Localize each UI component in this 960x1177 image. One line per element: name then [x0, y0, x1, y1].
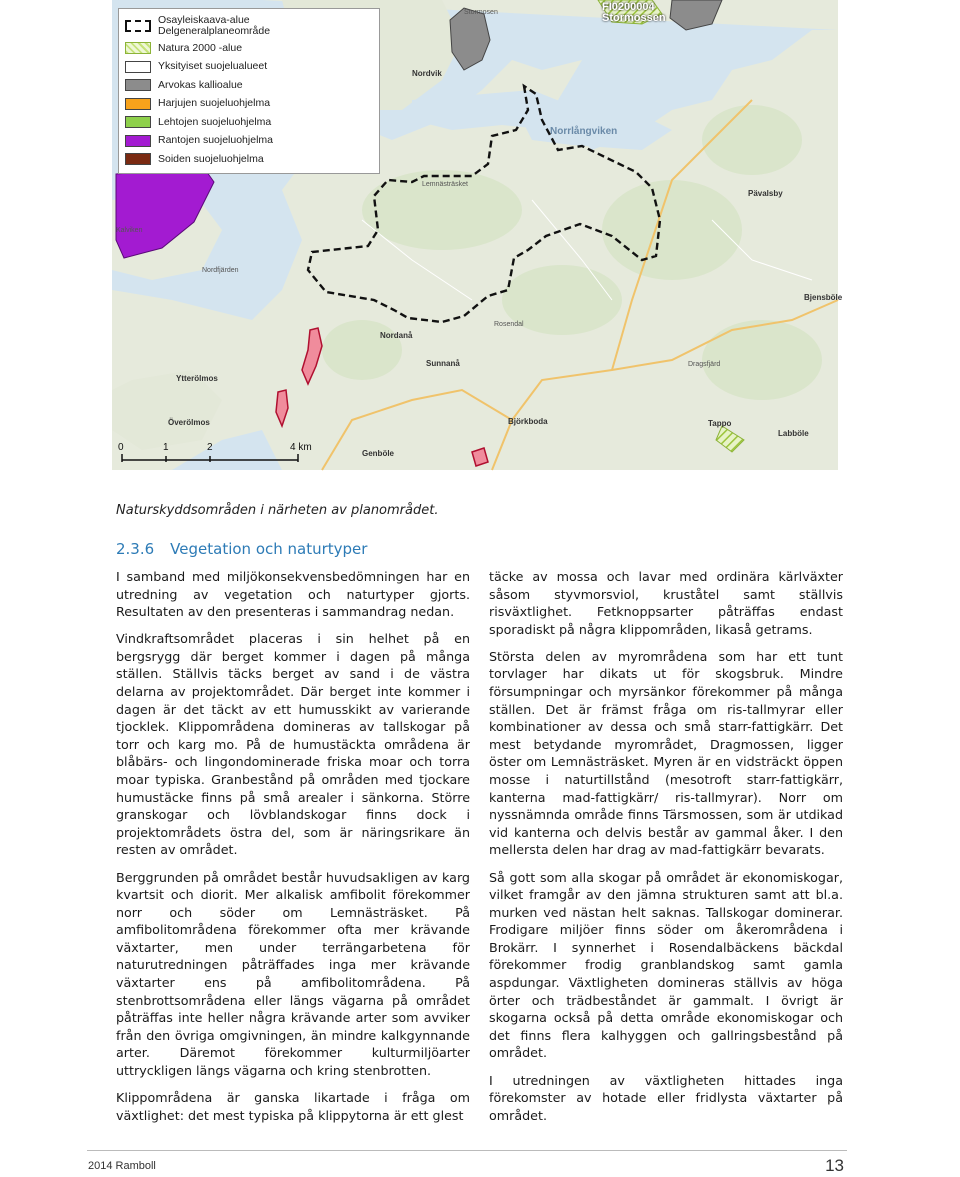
- private-swatch: [125, 61, 151, 73]
- scale-tick-label: 2: [207, 442, 213, 453]
- place-label: Överölmos: [168, 418, 210, 427]
- dashed-boundary-swatch: [125, 20, 151, 32]
- map-legend: [118, 8, 380, 174]
- legend-item-private: [125, 58, 373, 77]
- right-column: [489, 568, 843, 1134]
- place-label: Stormosen: [464, 9, 498, 16]
- map-caption: Naturskyddsområden i närheten av planområdet.: [116, 503, 439, 518]
- legend-label: Soiden suojeluohjelma: [158, 152, 264, 165]
- scale-bar: [118, 442, 314, 462]
- place-label: Bjensböle: [804, 293, 843, 302]
- legend-label: Natura 2000 -alue: [158, 41, 243, 54]
- legend-label: Rantojen suojeluohjelma: [158, 134, 273, 147]
- protected-areas-map: [112, 0, 843, 470]
- place-label: Labböle: [778, 429, 809, 438]
- scale-tick-label: 4 km: [290, 442, 312, 453]
- place-label: Tappo: [708, 419, 732, 428]
- natura-site-label: [602, 2, 666, 24]
- natura-swatch: [125, 42, 151, 54]
- paragraph: Största delen av myrområdena som har ett tunt torvlager har dikats ut för skogsbruk. Mindre försumpningar och myrsänkor förekommer på många ställen. Det är främst fråga om ris-tallmyrar eller kombinationer av dessa och små starr-fattigkärr. Det mest betydande myrområdet, Dragmossen, ligger öster om Lemnästräsket. Myren är en vidsträckt öppen mosse i naturtillstånd (mesotroft starr-fattigkärr, kanterna mad-fattigkärr/ ris-tallmyrar). Norr om nyssnämnda område finns Tärsmossen, som är utdikad vid kanterna och delvis består av gammal åker. I den mellersta delen har drag av mad-fattigkärr bevarats.: [489, 648, 843, 858]
- paragraph: I samband med miljökonsekvensbedömningen har en utredning av vegetation och naturtyper gjorts. Resultaten av den presenteras i sammandrag nedan.: [116, 569, 470, 620]
- place-label: Nordanå: [380, 331, 413, 340]
- place-label: Ytterölmos: [176, 374, 218, 383]
- natura-site-code: FI0200004: [602, 1, 655, 13]
- place-label: Genböle: [362, 449, 395, 458]
- footer-copyright: 2014 Ramboll: [88, 1160, 156, 1172]
- natura-site-name: Stormossen: [602, 12, 666, 24]
- legend-item-mire: [125, 150, 373, 169]
- place-label: Nordvik: [412, 69, 442, 78]
- place-label: Sunnanå: [426, 359, 460, 368]
- paragraph: I utredningen av växtligheten hittades inga förekomster av hotade eller fridlysta växtarter på området.: [489, 1072, 843, 1123]
- legend-item-natura: [125, 39, 373, 58]
- grove-swatch: [125, 116, 151, 128]
- place-label: Kalviken: [116, 227, 143, 234]
- legend-label: Yksityiset suojelualueet: [158, 60, 268, 73]
- place-label: Lemnästräsket: [422, 181, 468, 188]
- left-column: [116, 568, 470, 1134]
- section-heading: [116, 540, 367, 558]
- legend-label: Osayleiskaava-alue: [158, 14, 250, 26]
- place-label: Nordfjärden: [202, 267, 239, 274]
- place-label: Dragsfjärd: [688, 361, 721, 368]
- paragraph: Så gott som alla skogar på området är ekonomiskogar, vilket framgår av den jämna strukturen samt att bl.a. murken ved nästan helt saknas. Tallskogar dominerar. Frodigare miljöer finns söder om åkerområdena i Brokärr. I synnerhet i Rosendalbäckens bäckdal förekommer frodig granblandskog samt gamla aspdungar. Växtligheten domineras ställvis av höga örter och trädbeståndet är gammalt. I övrigt är skogarna också på detta område ekonomiskogar och det finns flera kalhyggen och gallringsbestånd på området.: [489, 869, 843, 1061]
- page-number: 13: [825, 1156, 844, 1175]
- scale-bar-line: [118, 442, 314, 462]
- scale-tick-label: 0: [118, 442, 124, 453]
- legend-item-plan-area: [125, 13, 373, 39]
- place-label: Björkboda: [508, 417, 548, 426]
- paragraph: Vindkraftsområdet placeras i sin helhet på en bergsrygg där berget kommer i dagen på många ställen. Ställvis täcks berget av sand i de västra delarna av projektområdet. Där berget inte kommer i dagen är det täckt av ett humusskikt av varierande tjocklek. Klippområdena domineras av tallskogar på torr och karg mo. På de humustäckta områdena är blåbärs- och lingondominerade friska moar och torra moar typiska. Granbestånd på områden med tjockare humustäcke finns på små arealer i sänkorna. Större granskogar och lövblandskogar finns dock i projektområdets östra del, som är näringsrikare än resten av området.: [116, 631, 470, 858]
- section-title: Vegetation och naturtyper: [170, 540, 368, 558]
- legend-label-secondary: Delgeneralplaneområde: [158, 25, 271, 37]
- paragraph: Berggrunden på området består huvudsakligen av karg kvartsit och diorit. Mer alkalisk amfibolit förekommer norr och söder om Lemnästräsket. På amfibolitområdena förekommer ofta mer krävande växtarter, men under terrängarbetena för naturutredningen påträffades inga mer krävande växtarter ens på amfibolitområdena. På stenbrottsområdena eller längs vägarna på området påträffas inte heller några krävande arter som avviker från den övriga omgivningen, än mindre kalkgynnande arter. Däremot förekommer kulturmiljöarter uttryckligen längs vägarna och kring stenbrotten.: [116, 869, 470, 1079]
- place-label: Norrlångviken: [550, 126, 618, 137]
- footer-divider: [87, 1150, 847, 1151]
- paragraph: Klippområdena är ganska likartade i fråga om växtlighet: det mest typiska på klippytorna är ett glest: [116, 1090, 470, 1123]
- place-label: Rosendal: [494, 321, 524, 328]
- legend-item-shore: [125, 132, 373, 151]
- mire-swatch: [125, 153, 151, 165]
- esker-swatch: [125, 98, 151, 110]
- legend-item-grove: [125, 113, 373, 132]
- legend-label: Lehtojen suojeluohjelma: [158, 115, 272, 128]
- legend-label: Arvokas kallioalue: [158, 78, 243, 91]
- rock-swatch: [125, 79, 151, 91]
- legend-label: Harjujen suojeluohjelma: [158, 97, 271, 110]
- section-number: 2.3.6: [116, 540, 155, 558]
- place-label: Pävalsby: [748, 189, 783, 198]
- legend-item-esker: [125, 95, 373, 114]
- paragraph: täcke av mossa och lavar med ordinära kärlväxter såsom styvmorsviol, kruståtel samt ställvis risväxtlighet. Fetknoppsarter påträffas endast sporadiskt på några klippområden, likaså getrams.: [489, 569, 843, 637]
- shore-swatch: [125, 135, 151, 147]
- scale-tick-label: 1: [163, 442, 169, 453]
- legend-item-rock: [125, 76, 373, 95]
